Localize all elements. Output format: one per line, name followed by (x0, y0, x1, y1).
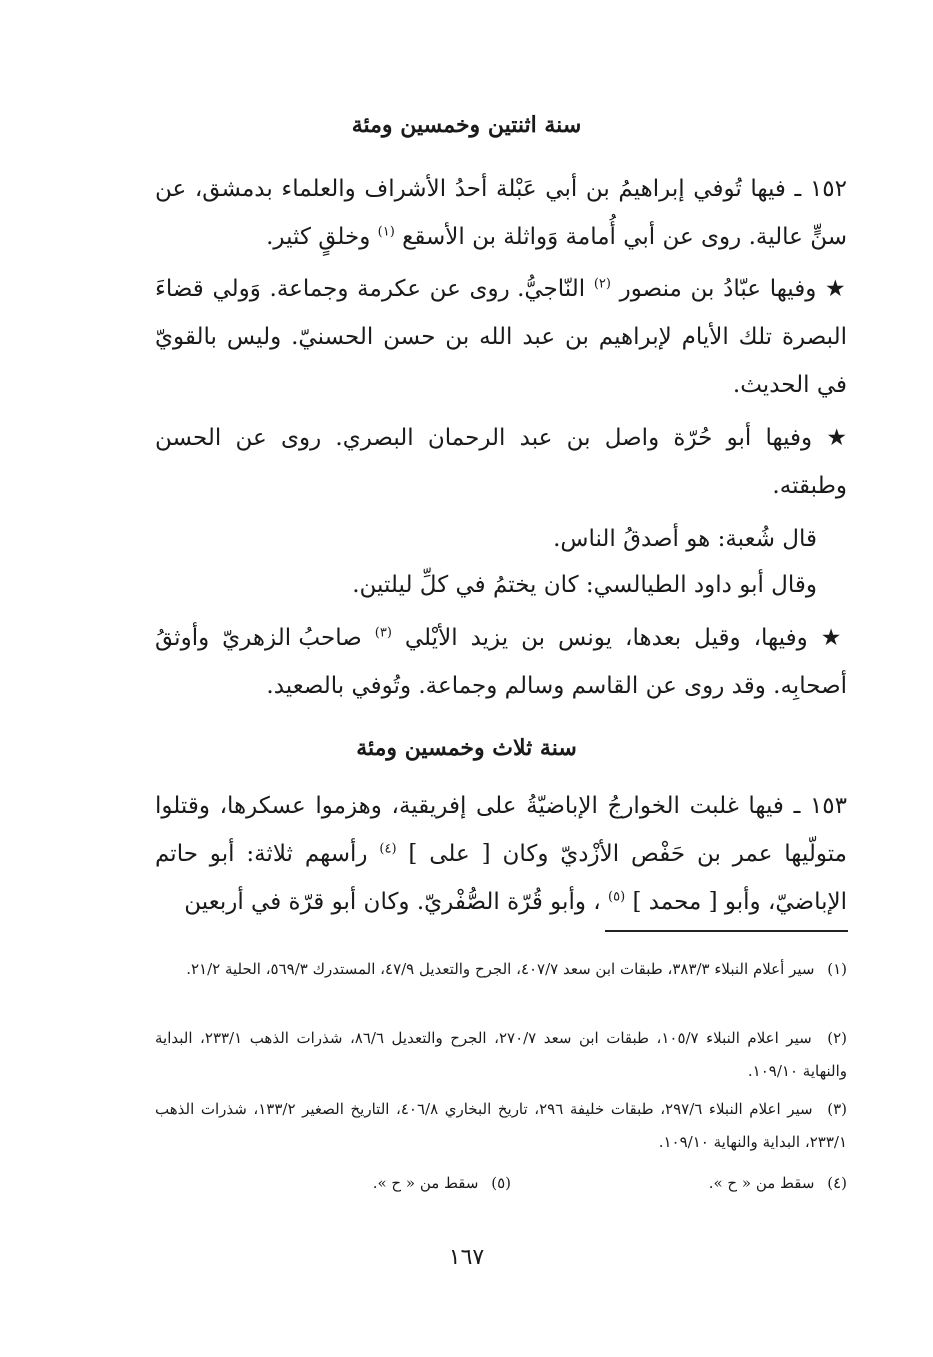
footnote-ref-4: (٤) (379, 841, 397, 857)
entry-152-text-1: ١٥٢ ـ فيها تُوفي إبراهيمُ بن أبي عَبْلة أحدُ الأشراف والعلماء بدمشق، عن سنٍّ عالية. روى عن أبي أُمامة وَواثلة بن الأسقع (155, 176, 847, 250)
entry-yunus-text-1: ★ وفيها، وقيل بعدها، يونس بن يزيد الأيْلي (404, 625, 848, 651)
footnote-3 (155, 1093, 847, 1159)
entry-153 (155, 782, 847, 926)
footnote-3-text: سير اعلام النبلاء ٢٩٧/٦، طبقات خليفة ٢٩٦، تاريخ البخاري ٤٠٦/٨، التاريخ الصغير ١٣٣/٢، شذرات الذهب ٢٣٣/١، البداية والنهاية ١٠٩/١٠. (155, 1100, 847, 1151)
footnote-5-text: سقط من « ح ». (372, 1174, 479, 1192)
footnote-4-number: (٤) (827, 1174, 847, 1192)
entry-153-text-2: رأسهم ثلاثة: أبو حاتم الإباضيّ، وأبو [ محمد ] (155, 841, 847, 915)
footnote-ref-2: (٢) (593, 276, 611, 292)
footnote-1-number: (١) (827, 960, 847, 978)
footnote-2 (155, 1022, 847, 1088)
entry-153-text-1: ١٥٣ ـ فيها غلبت الخوارجُ الإباضيّةُ على إفريقية، وهزموا عسكرها، وقتلوا متولّيها عمر بن حَفْص الأزْديّ وكان [ على ] (155, 793, 848, 867)
footnote-1 (155, 953, 847, 986)
entry-yunus-text-2: صاحبُ الزهريّ وأوثقُ أصحابِه. وقد روى عن القاسم وسالم وجماعة. وتُوفي بالصعيد. (155, 625, 847, 699)
footnote-1-text: سير أعلام النبلاء ٣٨٣/٣، طبقات ابن سعد ٤٠٧/٧، الجرح والتعديل ٤٧/٩، المستدرك ٥٦٩/٣، الحلية ٢١/٢. (186, 960, 815, 978)
footnote-ref-5: (٥) (608, 889, 626, 905)
entry-yunus (155, 614, 847, 710)
quote-shuba: قال شُعبة: هو أصدقُ الناس. (553, 526, 817, 552)
footnote-2-number: (٢) (827, 1029, 847, 1047)
footnote-4 (709, 1167, 847, 1200)
footnote-5 (373, 1167, 511, 1200)
entry-152 (155, 165, 847, 261)
entry-abu-hurra-text: ★ وفيها أبو حُرّة واصل بن عبد الرحمان البصري. روى عن الحسن وطبقته. (155, 425, 847, 499)
footnote-3-number: (٣) (827, 1100, 847, 1118)
entry-abbad-text-1: ★ وفيها عبّادُ بن منصور (619, 276, 848, 302)
footnote-divider (605, 930, 848, 932)
entry-153-text-3: ، وأبو قُرّة الصُّفْريّ. وكان أبو قرّة في أربعين (184, 889, 601, 915)
entry-abu-hurra (155, 414, 847, 510)
page-number: ١٦٧ (448, 1245, 485, 1270)
footnote-ref-1: (١) (377, 224, 395, 240)
quote-tayalisi: وقال أبو داود الطيالسي: كان يختمُ في كلِّ ليلتين. (352, 572, 817, 598)
entry-abbad-text-2: النّاجيُّ. روى عن عكرمة وجماعة. وَولي قضاءَ البصرة تلك الأيام لإبراهيم بن عبد الله بن حسن الحسنيّ. وليس بالقويّ في الحديث. (155, 276, 847, 398)
footnote-ref-3: (٣) (374, 625, 392, 641)
year-heading-153: سنة ثلاث وخمسين ومئة (356, 735, 577, 761)
footnote-4-text: سقط من « ح ». (708, 1174, 815, 1192)
year-heading-152: سنة اثنتين وخمسين ومئة (351, 112, 582, 138)
footnote-2-text: سير اعلام النبلاء ١٠٥/٧، طبقات ابن سعد ٢٧٠/٧، الجرح والتعديل ٨٦/٦، شذرات الذهب ٢٣٣/١، البداية والنهاية ١٠٩/١٠. (155, 1029, 847, 1080)
footnote-5-number: (٥) (491, 1174, 511, 1192)
entry-152-text-2: وخلقٍ كثير. (266, 224, 371, 250)
entry-abbad (155, 265, 847, 409)
